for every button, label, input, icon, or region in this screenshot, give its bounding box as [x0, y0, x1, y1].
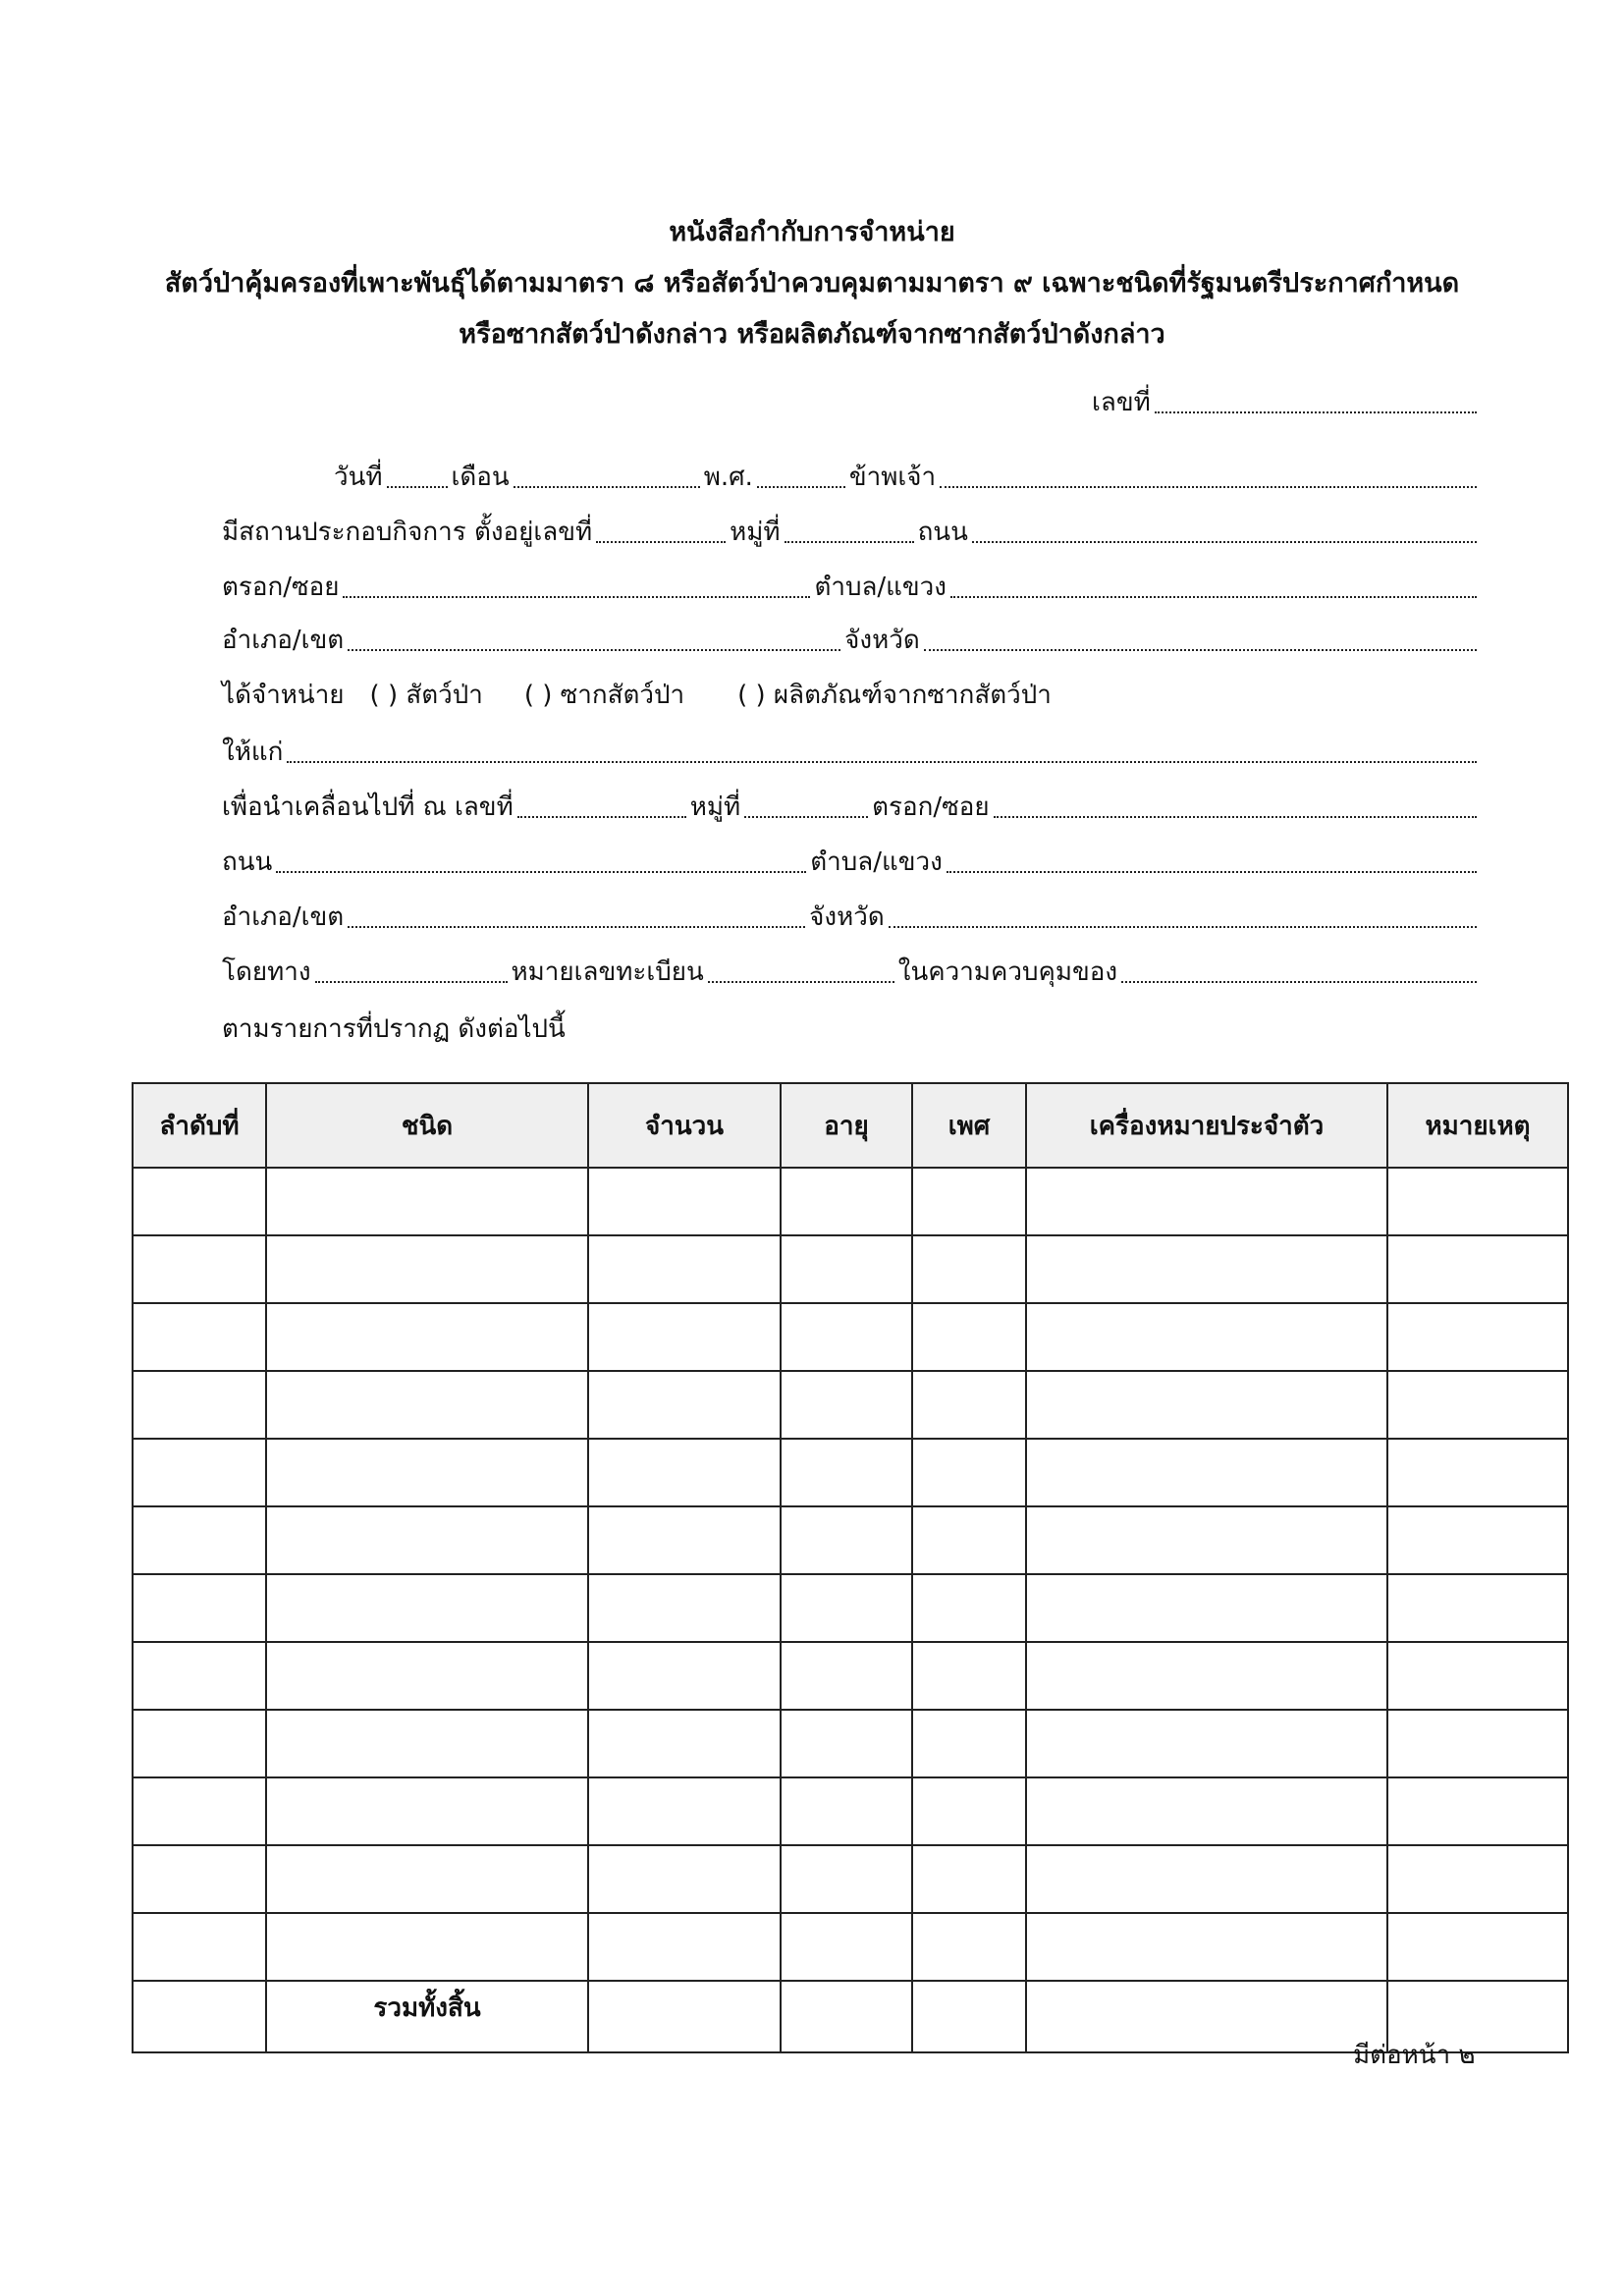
table-cell[interactable] [781, 1371, 912, 1439]
col-header-remarks: หมายเหตุ [1387, 1083, 1568, 1168]
table-row [133, 1303, 1568, 1371]
road2-label: ถนน [222, 847, 273, 877]
col-header-order: ลำดับที่ [133, 1083, 266, 1168]
table-cell[interactable] [133, 1777, 266, 1845]
recipient-field[interactable] [287, 760, 1477, 763]
name-label: ข้าพเจ้า [848, 463, 937, 492]
table-cell[interactable] [1026, 1642, 1387, 1710]
table-cell[interactable] [266, 1913, 588, 1981]
table-row [133, 1439, 1568, 1506]
table-cell[interactable] [266, 1642, 588, 1710]
table-cell[interactable] [1026, 1371, 1387, 1439]
table-cell[interactable] [1026, 1235, 1387, 1303]
table-cell[interactable] [266, 1168, 588, 1235]
day-label: วันที่ [334, 463, 383, 492]
road-label: ถนน [917, 518, 968, 547]
table-cell[interactable] [133, 1303, 266, 1371]
province2-label: จังหวัด [809, 902, 885, 932]
table-cell[interactable] [912, 1777, 1026, 1845]
month-label: เดือน [451, 463, 510, 492]
name-field[interactable] [940, 485, 1477, 488]
table-cell[interactable] [266, 1235, 588, 1303]
recipient-row [220, 735, 1479, 772]
table-cell[interactable] [781, 1777, 912, 1845]
moo2-label: หมู่ที่ [689, 792, 741, 822]
col-header-species: ชนิด [266, 1083, 588, 1168]
table-cell[interactable] [912, 1845, 1026, 1913]
alley-label: ตรอก/ซอย [222, 573, 340, 602]
subdistrict-field[interactable] [950, 595, 1477, 598]
items-intro: ตามรายการที่ปรากฏ ดังต่อไปนี้ [222, 1014, 566, 1044]
registration-field[interactable] [708, 980, 894, 983]
total-quantity-cell[interactable] [588, 1981, 781, 2052]
destination-row [220, 790, 1479, 827]
table-cell[interactable] [781, 1506, 912, 1574]
col-header-identification-mark: เครื่องหมายประจำตัว [1026, 1083, 1387, 1168]
table-cell[interactable] [266, 1303, 588, 1371]
sold-label: ได้จำหน่าย [222, 681, 345, 710]
district2-label: อำเภอ/เขต [222, 902, 345, 932]
table-cell[interactable] [1026, 1168, 1387, 1235]
wildlife-checkbox[interactable]: ( ) สัตว์ป่า [369, 681, 483, 710]
table-cell[interactable] [1387, 1371, 1568, 1439]
table-cell[interactable] [1387, 1235, 1568, 1303]
destination-number-field[interactable] [517, 815, 686, 818]
table-cell[interactable] [1026, 1913, 1387, 1981]
table-cell[interactable] [912, 1235, 1026, 1303]
table-cell[interactable] [1026, 1574, 1387, 1642]
table-cell[interactable] [588, 1845, 781, 1913]
product-checkbox[interactable]: ( ) ผลิตภัณฑ์จากซากสัตว์ป่า [737, 681, 1052, 710]
by-way-label: โดยทาง [222, 957, 311, 987]
table-cell[interactable] [588, 1574, 781, 1642]
table-cell[interactable] [1026, 1506, 1387, 1574]
destination-label: เพื่อนำเคลื่อนไปที่ ณ เลขที่ [222, 792, 514, 822]
alley-field[interactable] [343, 595, 810, 598]
table-cell[interactable] [1026, 1845, 1387, 1913]
table-cell[interactable] [588, 1168, 781, 1235]
table-cell[interactable] [1387, 1710, 1568, 1777]
business-number-field[interactable] [596, 540, 726, 543]
table-cell[interactable] [1026, 1777, 1387, 1845]
business-address-row [220, 515, 1479, 552]
table-cell[interactable] [133, 1439, 266, 1506]
alley2-field[interactable] [994, 815, 1477, 818]
table-cell[interactable] [266, 1371, 588, 1439]
form-subtitle-2: หรือซากสัตว์ป่าดังกล่าว หรือผลิตภัณฑ์จากซากสัตว์ป่าดังกล่าว [459, 319, 1165, 350]
table-cell[interactable] [266, 1439, 588, 1506]
table-cell[interactable] [133, 1981, 266, 2052]
table-cell[interactable] [912, 1981, 1026, 2052]
table-cell[interactable] [1387, 1506, 1568, 1574]
table-header-row [133, 1083, 1568, 1168]
table-row [133, 1642, 1568, 1710]
table-cell[interactable] [1387, 1777, 1568, 1845]
custody-field[interactable] [1121, 980, 1477, 983]
subdistrict2-label: ตำบล/แขวง [810, 847, 943, 877]
doc-number-label: เลขที่ [1092, 388, 1151, 417]
district2-field[interactable] [348, 925, 805, 928]
table-cell[interactable] [781, 1168, 912, 1235]
table-cell[interactable] [1387, 1913, 1568, 1981]
custody-label: ในความควบคุมของ [897, 957, 1118, 987]
table-cell[interactable] [588, 1913, 781, 1981]
table-row [133, 1235, 1568, 1303]
table-cell[interactable] [781, 1710, 912, 1777]
subdistrict-label: ตำบล/แขวง [814, 573, 947, 602]
form-subtitle-1: สัตว์ป่าคุ้มครองที่เพาะพันธุ์ได้ตามมาตรา ๘ หรือสัตว์ป่าควบคุมตามมาตรา ๙ เฉพาะชนิดที่รัฐมนตรีประกาศกำหนด [164, 268, 1460, 299]
table-row [133, 1168, 1568, 1235]
table-cell[interactable] [1387, 1439, 1568, 1506]
table-cell[interactable] [266, 1710, 588, 1777]
table-cell[interactable] [912, 1642, 1026, 1710]
moo2-field[interactable] [744, 815, 868, 818]
table-cell[interactable] [133, 1642, 266, 1710]
table-cell[interactable] [912, 1168, 1026, 1235]
items-intro-row [220, 1011, 1479, 1049]
district2-row [220, 900, 1479, 937]
table-cell[interactable] [588, 1642, 781, 1710]
table-cell[interactable] [588, 1710, 781, 1777]
doc-number-field[interactable] [1155, 410, 1477, 413]
table-cell[interactable] [781, 1235, 912, 1303]
transport-row [220, 955, 1479, 992]
alley2-label: ตรอก/ซอย [872, 792, 990, 822]
table-cell[interactable] [588, 1235, 781, 1303]
table-cell[interactable] [781, 1845, 912, 1913]
province-label: จังหวัด [844, 626, 920, 655]
year-label: พ.ศ. [703, 463, 753, 492]
province-field[interactable] [924, 648, 1477, 651]
total-label: รวมทั้งสิ้น [266, 1981, 588, 2052]
table-cell[interactable] [266, 1777, 588, 1845]
table-cell[interactable] [781, 1981, 912, 2052]
table-cell[interactable] [588, 1439, 781, 1506]
table-cell[interactable] [133, 1710, 266, 1777]
day-field[interactable] [387, 485, 448, 488]
table-cell[interactable] [781, 1913, 912, 1981]
month-field[interactable] [514, 485, 700, 488]
carcass-checkbox[interactable]: ( ) ซากสัตว์ป่า [523, 681, 685, 710]
table-row [133, 1845, 1568, 1913]
col-header-sex: เพศ [912, 1083, 1026, 1168]
table-cell[interactable] [266, 1845, 588, 1913]
items-table [132, 1082, 1569, 2053]
table-cell[interactable] [266, 1506, 588, 1574]
table-cell[interactable] [912, 1913, 1026, 1981]
table-cell[interactable] [133, 1235, 266, 1303]
road-field[interactable] [972, 540, 1477, 543]
moo-label: หมู่ที่ [730, 518, 781, 547]
table-cell[interactable] [1387, 1845, 1568, 1913]
table-cell[interactable] [781, 1439, 912, 1506]
table-cell[interactable] [588, 1777, 781, 1845]
table-cell[interactable] [1026, 1710, 1387, 1777]
table-cell[interactable] [912, 1574, 1026, 1642]
moo-field[interactable] [785, 540, 914, 543]
table-cell[interactable] [133, 1506, 266, 1574]
table-cell[interactable] [781, 1574, 912, 1642]
subdistrict2-field[interactable] [947, 870, 1477, 873]
table-cell[interactable] [588, 1303, 781, 1371]
table-cell[interactable] [912, 1439, 1026, 1506]
district-field[interactable] [348, 648, 840, 651]
table-cell[interactable] [912, 1371, 1026, 1439]
table-row [133, 1371, 1568, 1439]
recipient-label: ให้แก่ [222, 738, 284, 767]
road2-field[interactable] [276, 870, 806, 873]
table-cell[interactable] [133, 1371, 266, 1439]
table-cell[interactable] [1387, 1303, 1568, 1371]
province2-field[interactable] [889, 925, 1477, 928]
table-row [133, 1913, 1568, 1981]
continued-note: มีต่อหน้า ๒ [1353, 2041, 1476, 2070]
sold-row [220, 678, 1479, 715]
table-cell[interactable] [912, 1506, 1026, 1574]
table-cell[interactable] [133, 1913, 266, 1981]
table-row [133, 1506, 1568, 1574]
table-cell[interactable] [1026, 1303, 1387, 1371]
col-header-quantity: จำนวน [588, 1083, 781, 1168]
doc-number-row [1090, 385, 1479, 422]
col-header-age: อายุ [781, 1083, 912, 1168]
table-cell[interactable] [912, 1710, 1026, 1777]
table-cell[interactable] [133, 1168, 266, 1235]
form-title: หนังสือกำกับการจำหน่าย [669, 217, 955, 247]
table-cell[interactable] [1026, 1439, 1387, 1506]
date-row [332, 460, 1479, 497]
by-way-field[interactable] [315, 980, 508, 983]
table-row [133, 1574, 1568, 1642]
table-row [133, 1710, 1568, 1777]
business-address-label: มีสถานประกอบกิจการ ตั้งอยู่เลขที่ [222, 518, 593, 547]
district-row [220, 623, 1479, 660]
table-cell[interactable] [588, 1506, 781, 1574]
table-cell[interactable] [1026, 1981, 1387, 2052]
table-row [133, 1777, 1568, 1845]
table-cell[interactable] [781, 1303, 912, 1371]
table-cell[interactable] [1387, 1168, 1568, 1235]
table-cell[interactable] [1387, 1574, 1568, 1642]
table-cell[interactable] [588, 1371, 781, 1439]
road2-row [220, 845, 1479, 882]
year-field[interactable] [757, 485, 845, 488]
table-cell[interactable] [912, 1303, 1026, 1371]
district-label: อำเภอ/เขต [222, 626, 345, 655]
registration-label: หมายเลขทะเบียน [511, 957, 704, 987]
alley-row [220, 570, 1479, 607]
table-cell[interactable] [266, 1574, 588, 1642]
table-cell[interactable] [781, 1642, 912, 1710]
table-cell[interactable] [133, 1574, 266, 1642]
table-cell[interactable] [133, 1845, 266, 1913]
table-cell[interactable] [1387, 1642, 1568, 1710]
